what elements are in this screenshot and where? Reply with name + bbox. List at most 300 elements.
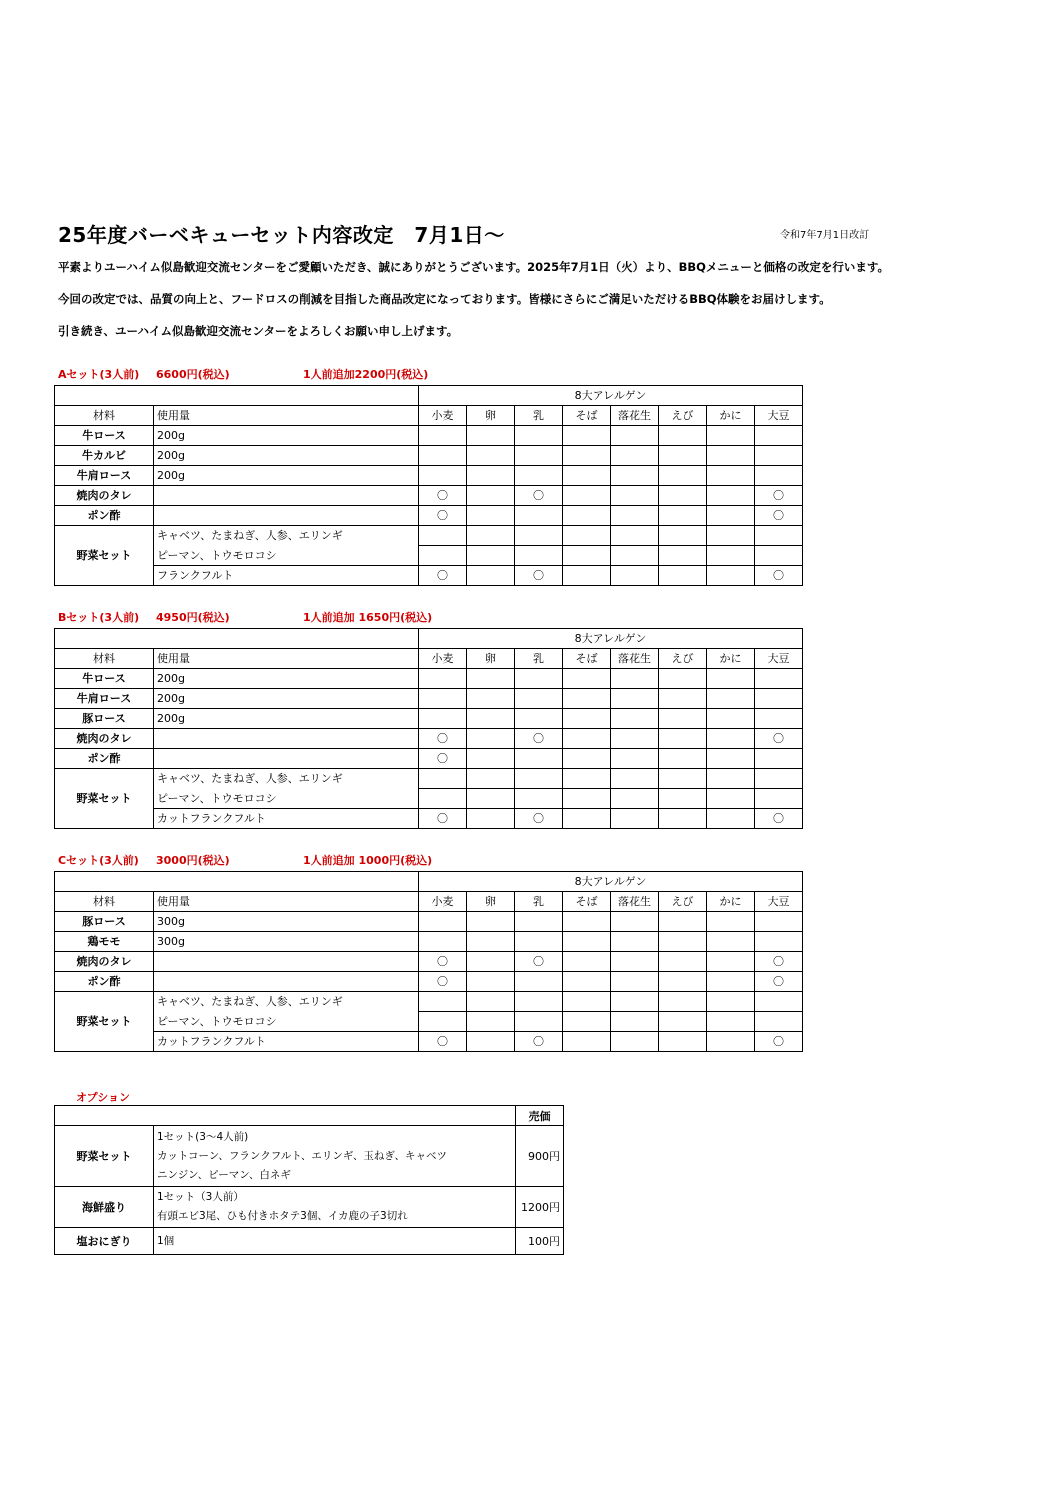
option-detail: [154, 1126, 516, 1187]
allergen-cell: [611, 952, 659, 972]
allergen-cell: [467, 749, 515, 769]
material-header: 材料: [55, 892, 154, 912]
table-row: [55, 466, 803, 486]
set-heading: [58, 366, 558, 382]
allergen-cell: [707, 689, 755, 709]
amount-cell: [154, 952, 419, 972]
allergen-cell: [755, 1012, 803, 1032]
allergen-header: かに: [707, 892, 755, 912]
allergen-cell: [419, 669, 467, 689]
allergen-cell: [707, 992, 755, 1012]
allergen-cell: [467, 546, 515, 566]
allergen-cell: [563, 446, 611, 466]
allergen-cell: [563, 526, 611, 546]
allergen-cell: [611, 446, 659, 466]
amount-cell: [154, 972, 419, 992]
allergen-cell: [419, 932, 467, 952]
allergen-group-row: [55, 629, 803, 649]
column-header-row: [55, 892, 803, 912]
allergen-cell: [611, 526, 659, 546]
option-price: 1200円: [516, 1187, 564, 1228]
group-blank: [55, 629, 419, 649]
allergen-cell: [467, 729, 515, 749]
allergen-cell: [563, 1032, 611, 1052]
allergen-cell: [611, 992, 659, 1012]
allergen-cell: [515, 709, 563, 729]
allergen-cell: [707, 769, 755, 789]
allergen-cell: [419, 769, 467, 789]
option-name: 塩おにぎり: [55, 1228, 154, 1255]
allergen-cell: [563, 992, 611, 1012]
option-detail-line: 1セット(3～4人前): [157, 1130, 249, 1143]
allergen-cell: [563, 789, 611, 809]
amount-cell: [154, 506, 419, 526]
allergen-cell: [467, 912, 515, 932]
table-row: [55, 1012, 803, 1032]
allergen-cell: [707, 426, 755, 446]
amount-header: 使用量: [154, 406, 419, 426]
allergen-header: 大豆: [755, 892, 803, 912]
allergen-header: 落花生: [611, 892, 659, 912]
allergen-cell: [515, 932, 563, 952]
amount-header: 使用量: [154, 649, 419, 669]
column-header-row: [55, 649, 803, 669]
amount-cell: 200g: [154, 669, 419, 689]
amount-cell: [154, 749, 419, 769]
allergen-cell: [515, 912, 563, 932]
intro-paragraph-3: 引き続き、ユーハイム似島歓迎交流センターをよろしくお願い申し上げます。: [58, 324, 459, 338]
set-price: 3000円(税込): [156, 854, 230, 867]
amount-cell: カットフランクフルト: [154, 1032, 419, 1052]
allergen-cell: [755, 426, 803, 446]
allergen-cell: [707, 729, 755, 749]
allergen-cell: [419, 446, 467, 466]
table-row: [55, 952, 803, 972]
option-detail-line: カットコーン、フランクフルト、エリンギ、玉ねぎ、キャベツ: [157, 1149, 448, 1162]
allergen-header: かに: [707, 406, 755, 426]
allergen-cell: [467, 709, 515, 729]
material-header: 材料: [55, 649, 154, 669]
allergen-cell: [659, 992, 707, 1012]
allergen-cell: [515, 446, 563, 466]
allergen-cell: [467, 972, 515, 992]
allergen-cell: [467, 789, 515, 809]
allergen-group-label: 8大アレルゲン: [419, 386, 803, 406]
allergen-cell: [467, 932, 515, 952]
allergen-cell: [707, 709, 755, 729]
amount-cell: カットフランクフルト: [154, 809, 419, 829]
table-row: [55, 1032, 803, 1052]
allergen-header: 卵: [467, 406, 515, 426]
set-name: Aセット(3人前): [58, 368, 140, 381]
table-row: [55, 526, 803, 546]
allergen-group-label: 8大アレルゲン: [419, 872, 803, 892]
allergen-cell: [611, 466, 659, 486]
material-cell: 牛肩ロース: [55, 689, 154, 709]
option-price: 100円: [516, 1228, 564, 1255]
material-cell: 焼肉のタレ: [55, 729, 154, 749]
intro-paragraph-1: 平素よりユーハイム似島歓迎交流センターをご愛顧いただき、誠にありがとうございます。2025年7月1日（火）より、BBQメニューと価格の改定を行います。: [58, 260, 889, 274]
allergen-header: 大豆: [755, 406, 803, 426]
allergen-cell: [611, 689, 659, 709]
allergen-cell: [707, 1032, 755, 1052]
allergen-cell: [467, 506, 515, 526]
allergen-group-row: [55, 872, 803, 892]
allergen-cell: [611, 426, 659, 446]
allergen-cell: [659, 952, 707, 972]
allergen-cell: [611, 669, 659, 689]
allergen-cell: [563, 506, 611, 526]
allergen-header: 落花生: [611, 649, 659, 669]
allergen-cell: [515, 992, 563, 1012]
allergen-header: 乳: [515, 892, 563, 912]
allergen-header: えび: [659, 406, 707, 426]
allergen-cell: [563, 466, 611, 486]
allergen-mark: 〇: [419, 809, 467, 829]
amount-cell: キャベツ、たまねぎ、人参、エリンギ: [154, 526, 419, 546]
allergen-cell: [515, 669, 563, 689]
allergen-cell: [467, 809, 515, 829]
allergen-cell: [467, 1012, 515, 1032]
allergen-cell: [707, 972, 755, 992]
allergen-cell: [707, 912, 755, 932]
allergen-cell: [467, 952, 515, 972]
allergen-cell: [611, 709, 659, 729]
allergen-header: 卵: [467, 892, 515, 912]
amount-cell: フランクフルト: [154, 566, 419, 586]
allergen-cell: [659, 729, 707, 749]
allergen-group-row: [55, 386, 803, 406]
table-row: [55, 446, 803, 466]
set-extra: 1人前追加 1000円(税込): [303, 854, 433, 867]
table-row: [55, 769, 803, 789]
amount-cell: ピーマン、トウモロコシ: [154, 789, 419, 809]
allergen-mark: 〇: [515, 486, 563, 506]
table-row: [55, 546, 803, 566]
allergen-header: 乳: [515, 649, 563, 669]
allergen-mark: 〇: [419, 972, 467, 992]
set-extra: 1人前追加 1650円(税込): [303, 611, 433, 624]
allergen-cell: [707, 952, 755, 972]
material-cell: 豚ロース: [55, 709, 154, 729]
allergen-cell: [563, 769, 611, 789]
allergen-header: えび: [659, 892, 707, 912]
table-row: [55, 729, 803, 749]
allergen-mark: 〇: [419, 952, 467, 972]
allergen-mark: 〇: [755, 506, 803, 526]
allergen-mark: 〇: [755, 952, 803, 972]
allergen-cell: [515, 546, 563, 566]
allergen-cell: [755, 669, 803, 689]
allergen-cell: [419, 709, 467, 729]
amount-cell: ピーマン、トウモロコシ: [154, 546, 419, 566]
allergen-header: そば: [563, 649, 611, 669]
amount-cell: 200g: [154, 426, 419, 446]
group-blank: [55, 872, 419, 892]
allergen-cell: [611, 546, 659, 566]
options-heading: オプション: [76, 1091, 131, 1104]
allergen-mark: 〇: [419, 486, 467, 506]
option-name: 野菜セット: [55, 1126, 154, 1187]
allergen-mark: 〇: [755, 729, 803, 749]
allergen-cell: [707, 809, 755, 829]
amount-cell: 200g: [154, 709, 419, 729]
table-row: [55, 669, 803, 689]
allergen-cell: [419, 992, 467, 1012]
amount-cell: キャベツ、たまねぎ、人参、エリンギ: [154, 769, 419, 789]
option-name: 海鮮盛り: [55, 1187, 154, 1228]
allergen-cell: [659, 486, 707, 506]
allergen-cell: [467, 992, 515, 1012]
allergen-cell: [419, 546, 467, 566]
allergen-cell: [755, 446, 803, 466]
allergen-cell: [515, 769, 563, 789]
options-table: [54, 1105, 564, 1255]
allergen-cell: [563, 669, 611, 689]
allergen-cell: [515, 789, 563, 809]
allergen-header: 小麦: [419, 649, 467, 669]
allergen-cell: [755, 709, 803, 729]
allergen-mark: 〇: [419, 1032, 467, 1052]
allergen-cell: [659, 669, 707, 689]
allergen-cell: [563, 749, 611, 769]
allergen-cell: [659, 466, 707, 486]
material-cell: 鶏モモ: [55, 932, 154, 952]
allergen-cell: [563, 486, 611, 506]
allergen-cell: [515, 466, 563, 486]
allergen-header: 乳: [515, 406, 563, 426]
table-row: [55, 426, 803, 446]
allergen-cell: [707, 506, 755, 526]
allergen-cell: [611, 486, 659, 506]
material-cell: 野菜セット: [55, 526, 154, 586]
allergen-group-label: 8大アレルゲン: [419, 629, 803, 649]
allergen-cell: [419, 689, 467, 709]
allergen-cell: [755, 932, 803, 952]
material-header: 材料: [55, 406, 154, 426]
allergen-cell: [563, 546, 611, 566]
allergen-cell: [707, 932, 755, 952]
allergen-header: 小麦: [419, 406, 467, 426]
amount-cell: [154, 486, 419, 506]
table-row: [55, 566, 803, 586]
amount-cell: 300g: [154, 932, 419, 952]
table-row: [55, 506, 803, 526]
allergen-cell: [707, 749, 755, 769]
allergen-mark: 〇: [755, 486, 803, 506]
material-cell: ポン酢: [55, 972, 154, 992]
allergen-cell: [467, 426, 515, 446]
amount-cell: 300g: [154, 912, 419, 932]
allergen-cell: [419, 466, 467, 486]
table-row: [55, 709, 803, 729]
allergen-header: かに: [707, 649, 755, 669]
table-row: [55, 912, 803, 932]
page-title: 25年度バーベキューセット内容改定 7月1日～: [58, 223, 505, 247]
allergen-cell: [659, 749, 707, 769]
option-detail: [154, 1187, 516, 1228]
allergen-cell: [659, 932, 707, 952]
allergen-mark: 〇: [419, 506, 467, 526]
option-detail: [154, 1228, 516, 1255]
allergen-cell: [563, 426, 611, 446]
table-row: [55, 789, 803, 809]
set-heading: [58, 609, 558, 625]
allergen-cell: [563, 912, 611, 932]
allergen-cell: [611, 912, 659, 932]
table-row: [55, 486, 803, 506]
allergen-header: 大豆: [755, 649, 803, 669]
option-row: [55, 1126, 564, 1187]
allergen-cell: [515, 749, 563, 769]
allergen-cell: [467, 466, 515, 486]
material-cell: ポン酢: [55, 506, 154, 526]
amount-cell: [154, 729, 419, 749]
material-cell: 牛肩ロース: [55, 466, 154, 486]
table-row: [55, 749, 803, 769]
material-cell: 野菜セット: [55, 769, 154, 829]
allergen-cell: [707, 486, 755, 506]
allergen-cell: [515, 1012, 563, 1032]
amount-cell: 200g: [154, 689, 419, 709]
allergen-cell: [755, 912, 803, 932]
allergen-cell: [755, 789, 803, 809]
allergen-mark: 〇: [755, 566, 803, 586]
allergen-cell: [659, 689, 707, 709]
allergen-cell: [563, 932, 611, 952]
allergen-cell: [563, 709, 611, 729]
allergen-cell: [611, 972, 659, 992]
allergen-cell: [659, 809, 707, 829]
allergen-mark: 〇: [515, 809, 563, 829]
allergen-cell: [467, 566, 515, 586]
allergen-cell: [419, 1012, 467, 1032]
set-price: 6600円(税込): [156, 368, 230, 381]
allergen-cell: [467, 486, 515, 506]
option-price: 900円: [516, 1126, 564, 1187]
allergen-cell: [707, 466, 755, 486]
allergen-mark: 〇: [515, 952, 563, 972]
allergen-cell: [659, 789, 707, 809]
intro-paragraph-2: 今回の改定では、品質の向上と、フードロスの削減を目指した商品改定になっております。皆様にさらにご満足いただけるBBQ体験をお届けします。: [58, 292, 831, 306]
allergen-cell: [707, 1012, 755, 1032]
allergen-cell: [611, 749, 659, 769]
allergen-mark: 〇: [755, 972, 803, 992]
allergen-cell: [659, 566, 707, 586]
column-header-row: [55, 406, 803, 426]
allergen-cell: [563, 566, 611, 586]
allergen-cell: [659, 972, 707, 992]
allergen-cell: [659, 709, 707, 729]
allergen-cell: [611, 932, 659, 952]
table-row: [55, 992, 803, 1012]
allergen-cell: [515, 526, 563, 546]
allergen-mark: 〇: [515, 566, 563, 586]
allergen-cell: [707, 446, 755, 466]
allergen-cell: [707, 789, 755, 809]
allergen-cell: [755, 526, 803, 546]
set-name: Bセット(3人前): [58, 611, 140, 624]
allergen-cell: [611, 1032, 659, 1052]
allergen-cell: [611, 769, 659, 789]
amount-cell: 200g: [154, 446, 419, 466]
allergen-cell: [611, 789, 659, 809]
set-extra: 1人前追加2200円(税込): [303, 368, 429, 381]
allergen-cell: [755, 546, 803, 566]
amount-cell: キャベツ、たまねぎ、人参、エリンギ: [154, 992, 419, 1012]
allergen-cell: [659, 426, 707, 446]
allergen-cell: [419, 789, 467, 809]
set-name: Cセット(3人前): [58, 854, 139, 867]
allergen-table: [54, 628, 803, 829]
material-cell: 牛カルビ: [55, 446, 154, 466]
option-row: [55, 1187, 564, 1228]
material-cell: 牛ロース: [55, 426, 154, 446]
allergen-cell: [659, 526, 707, 546]
option-row: [55, 1228, 564, 1255]
table-row: [55, 689, 803, 709]
allergen-mark: 〇: [419, 729, 467, 749]
allergen-cell: [563, 689, 611, 709]
allergen-cell: [659, 506, 707, 526]
allergen-cell: [419, 912, 467, 932]
allergen-cell: [659, 912, 707, 932]
option-detail-line: 1個: [157, 1235, 175, 1247]
allergen-mark: 〇: [755, 1032, 803, 1052]
amount-cell: ピーマン、トウモロコシ: [154, 1012, 419, 1032]
allergen-cell: [611, 1012, 659, 1032]
allergen-cell: [611, 566, 659, 586]
allergen-mark: 〇: [419, 749, 467, 769]
allergen-cell: [707, 526, 755, 546]
allergen-cell: [467, 526, 515, 546]
material-cell: 豚ロース: [55, 912, 154, 932]
allergen-header: 小麦: [419, 892, 467, 912]
allergen-cell: [659, 446, 707, 466]
allergen-cell: [467, 1032, 515, 1052]
allergen-cell: [467, 446, 515, 466]
allergen-cell: [707, 669, 755, 689]
allergen-cell: [467, 669, 515, 689]
amount-cell: 200g: [154, 466, 419, 486]
allergen-cell: [755, 749, 803, 769]
options-header-row: [55, 1106, 564, 1126]
set-price: 4950円(税込): [156, 611, 230, 624]
allergen-cell: [563, 1012, 611, 1032]
revision-date: 令和7年7月1日改訂: [780, 230, 870, 241]
allergen-cell: [467, 769, 515, 789]
material-cell: 焼肉のタレ: [55, 952, 154, 972]
allergen-header: 落花生: [611, 406, 659, 426]
allergen-cell: [707, 546, 755, 566]
material-cell: 焼肉のタレ: [55, 486, 154, 506]
allergen-cell: [755, 466, 803, 486]
allergen-cell: [563, 729, 611, 749]
allergen-table: [54, 385, 803, 586]
allergen-cell: [515, 689, 563, 709]
option-detail-line: 有頭エビ3尾、ひも付きホタテ3個、イカ鹿の子3切れ: [157, 1210, 408, 1222]
allergen-cell: [659, 1032, 707, 1052]
allergen-cell: [467, 689, 515, 709]
allergen-cell: [755, 689, 803, 709]
allergen-table: [54, 871, 803, 1052]
allergen-cell: [659, 1012, 707, 1032]
allergen-cell: [563, 972, 611, 992]
table-row: [55, 932, 803, 952]
allergen-cell: [515, 426, 563, 446]
allergen-header: 卵: [467, 649, 515, 669]
allergen-cell: [563, 952, 611, 972]
